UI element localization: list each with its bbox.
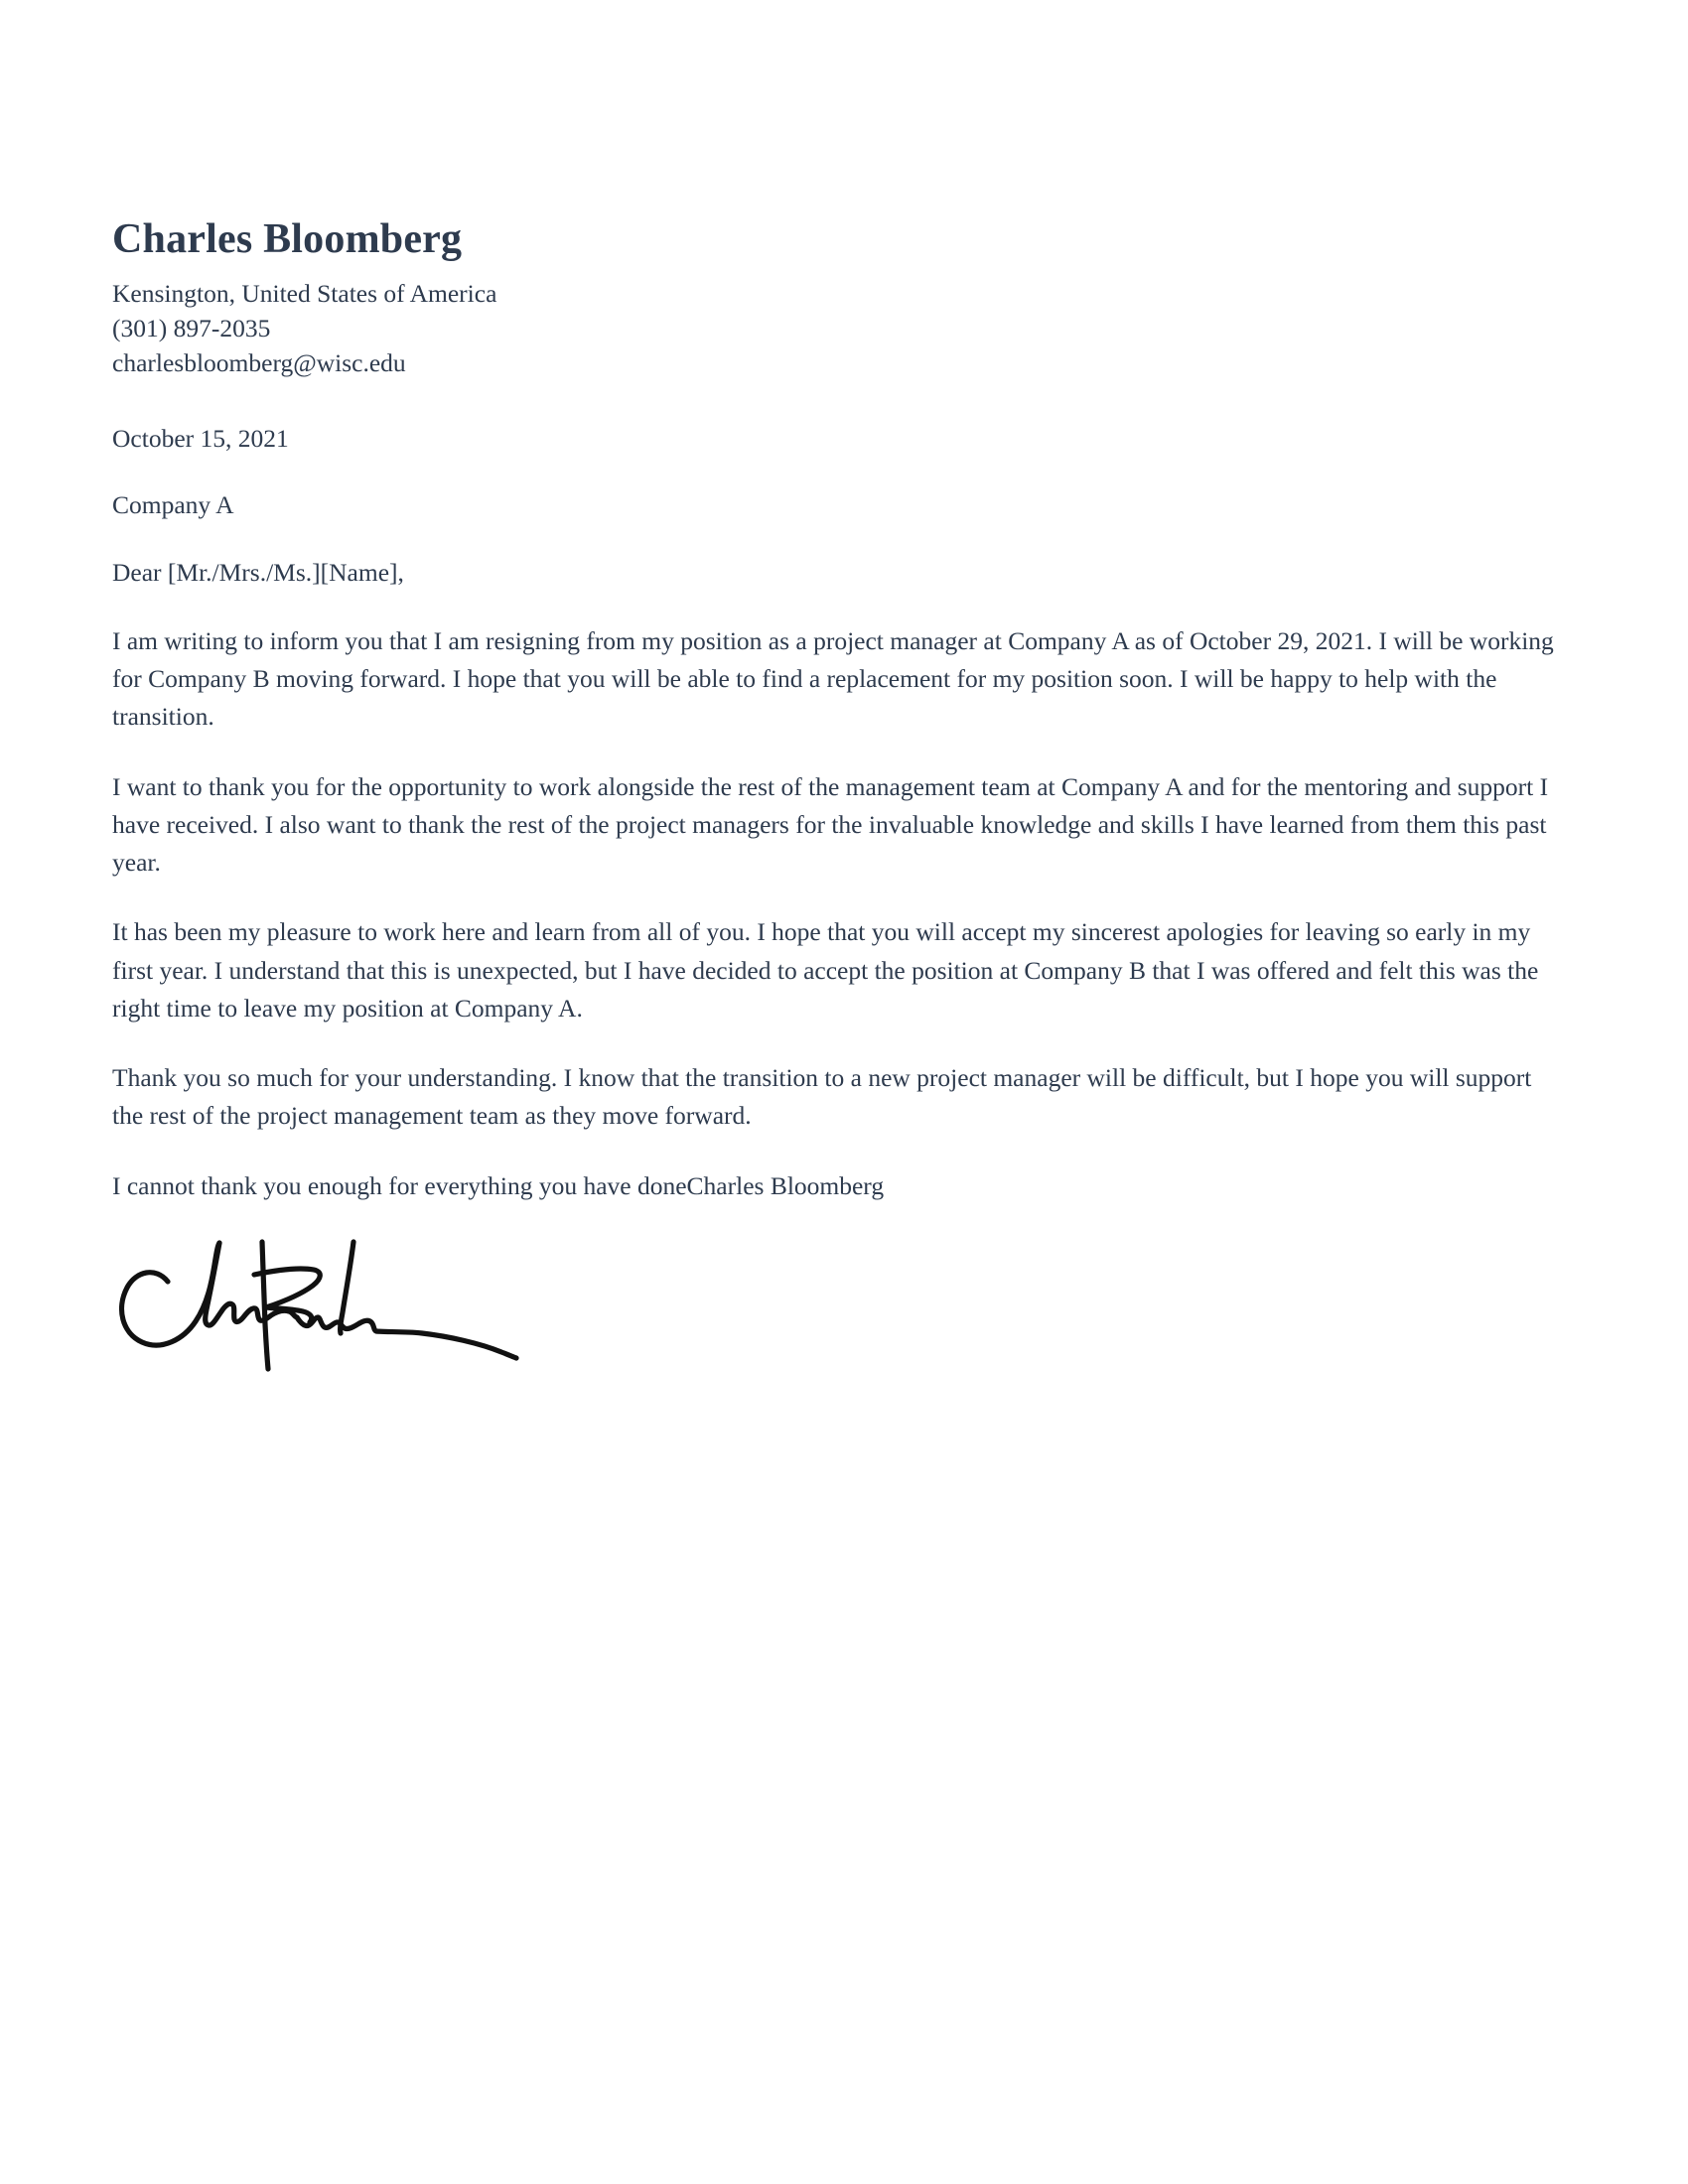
body-paragraph: It has been my pleasure to work here and learn from all of you. I hope that you will accept my sincerest apologies for leaving so early in my first year. I understand that this is unexpected, but I have decided to accept the position at Company B that I was offered and felt this was the right time to leave my position at Company A.	[112, 917, 1539, 1023]
page-title: Charles Bloomberg	[112, 216, 463, 262]
spacer	[112, 882, 1554, 913]
signature-image	[112, 1239, 529, 1373]
spacer	[112, 523, 1554, 555]
spacer	[112, 456, 1554, 487]
spacer	[112, 737, 1554, 768]
body-paragraph: Thank you so much for your understanding. I know that the transition to a new project manager will be difficult, but I hope you will support the rest of the project management team as they move forward.	[112, 1063, 1532, 1131]
letter-content	[112, 216, 1554, 1373]
body-paragraph: I am writing to inform you that I am resigning from my position as a project manager at Company A as of October 29, 2021. I will be working for Company B moving forward. I hope that you will be able to find a replacement for my position soon. I will be happy to help with the transition.	[112, 625, 1554, 732]
contact-email: charlesbloomberg@wisc.edu	[112, 347, 406, 377]
body-paragraph: I want to thank you for the opportunity to work alongside the rest of the management team at Company A and for the mentoring and support I have received. I also want to thank the rest of the project managers for the invaluable knowledge and skills I have learned from them this past year.	[112, 771, 1549, 878]
closing-line: I cannot thank you enough for everything you have doneCharles Bloomberg	[112, 1170, 885, 1200]
salutation: Dear [Mr./Mrs./Ms.][Name],	[112, 558, 404, 588]
contact-location: Kensington, United States of America	[112, 279, 497, 309]
spacer	[112, 591, 1554, 622]
spacer	[112, 1136, 1554, 1167]
letter-date: October 15, 2021	[112, 423, 289, 453]
spacer	[112, 381, 1554, 421]
contact-block	[112, 277, 1554, 381]
recipient-company: Company A	[112, 490, 234, 520]
contact-phone: (301) 897-2035	[112, 313, 271, 342]
spacer	[112, 1027, 1554, 1059]
signature-svg	[112, 1239, 529, 1373]
